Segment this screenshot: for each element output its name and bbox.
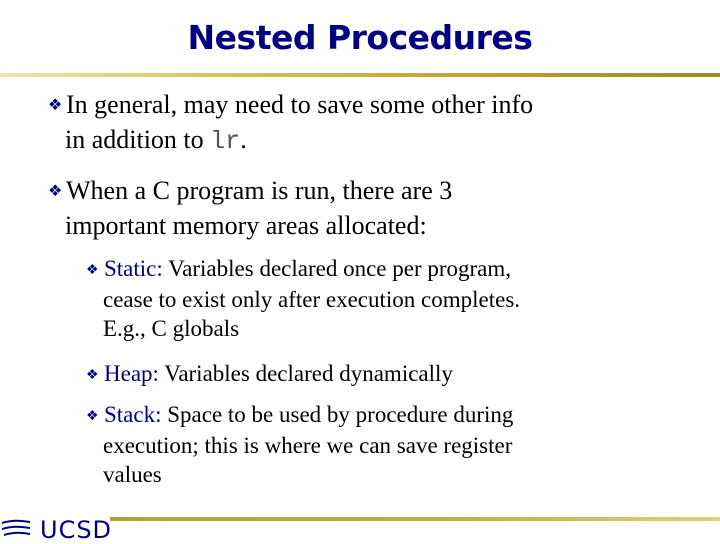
diamond-bullet-icon: ❖ (48, 183, 63, 200)
subbullet-static-line3: E.g., C globals (103, 316, 240, 341)
subbullet-stack-line2: execution; this is where we can save register (103, 433, 513, 458)
keyword-stack: Stack: (104, 402, 162, 427)
bullet-1 (48, 88, 688, 159)
subbullet-heap (86, 359, 646, 390)
subbullet-static-line2: cease to exist only after execution completes. (103, 287, 521, 312)
subbullet-static-line1: Variables declared once per program, (162, 256, 512, 281)
bullet-1-line2 (48, 123, 688, 159)
bullet-2-line2: important memory areas allocated: (65, 211, 427, 240)
diamond-bullet-icon: ❖ (48, 97, 63, 114)
subbullet-stack-line1: Space to be used by procedure during (161, 402, 514, 427)
subbullet-heap-line1: Variables declared dynamically (158, 361, 453, 386)
bullet-1-line1: In general, may need to save some other info (66, 90, 534, 119)
code-lr: lr (210, 127, 241, 156)
keyword-static: Static: (104, 256, 163, 281)
ucsd-logo-text: UCSD (40, 516, 113, 544)
bullet-1-line2-suffix: . (240, 125, 247, 154)
subbullet-static (86, 254, 646, 343)
diamond-bullet-icon: ❖ (86, 409, 99, 424)
top-divider (0, 73, 720, 77)
keyword-heap: Heap: (104, 361, 159, 386)
bullet-1-line2-prefix: in addition to (65, 125, 211, 154)
bullet-2-line1: When a C program is run, there are 3 (66, 176, 453, 205)
diamond-bullet-icon: ❖ (86, 263, 99, 278)
bottom-divider (110, 517, 720, 521)
bullet-2 (48, 174, 688, 243)
subbullet-stack-line3: values (103, 462, 162, 487)
subbullet-stack (86, 400, 646, 489)
slide-title: Nested Procedures (187, 18, 533, 57)
diamond-bullet-icon: ❖ (86, 368, 99, 383)
